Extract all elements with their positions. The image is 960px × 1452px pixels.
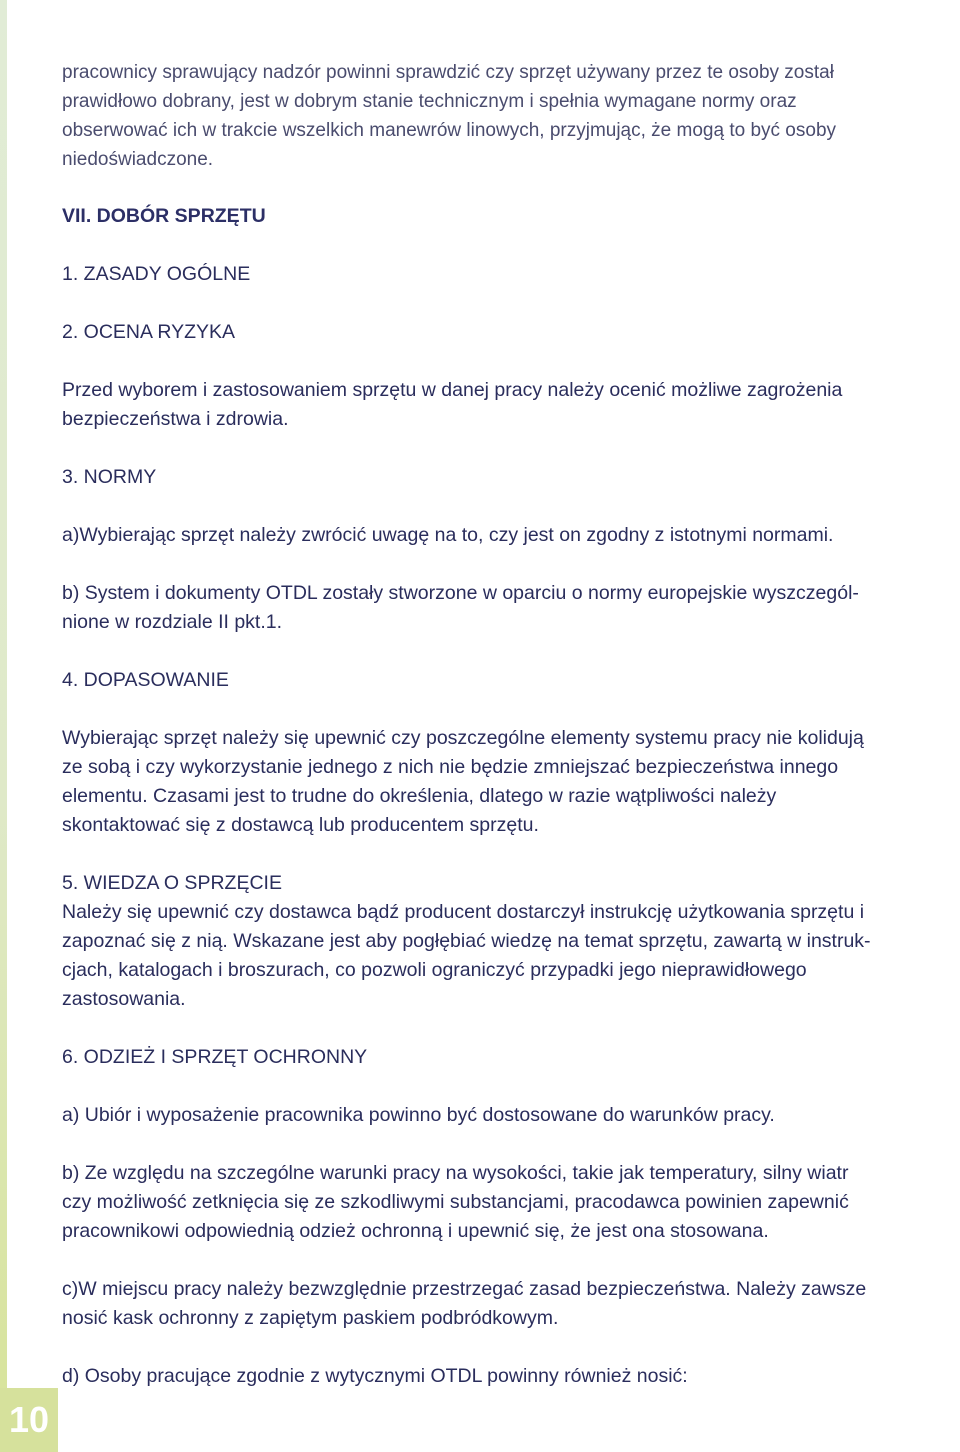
text-line: nosić kask ochronny z zapiętym paskiem podbródkowym. xyxy=(62,1307,559,1329)
section-6-item-c xyxy=(62,1275,958,1333)
chapter-title: VII. DOBÓR SPRZĘTU xyxy=(62,205,266,227)
text-line: obserwować ich w trakcie wszelkich manewrów linowych, przyjmując, że mogą to być osoby xyxy=(62,120,837,141)
section-title-5: 5. WIEDZA O SPRZĘCIE xyxy=(62,872,282,894)
document-body xyxy=(62,58,958,1391)
text-line: niedoświadczone. xyxy=(62,149,214,170)
section-6-item-b xyxy=(62,1159,958,1246)
text-line: skontaktować się z dostawcą lub producentem sprzętu. xyxy=(62,814,539,836)
text-line: prawidłowo dobrany, jest w dobrym stanie technicznym i spełnia wymagane normy oraz xyxy=(62,91,797,112)
text-line: cjach, katalogach i broszurach, co pozwoli ograniczyć przypadki jego nieprawidłowego xyxy=(62,959,807,981)
text-line: b) Ze względu na szczególne warunki pracy na wysokości, takie jak temperatury, silny wiatr xyxy=(62,1162,849,1184)
text-line: czy możliwość zetknięcia się ze szkodliwymi substancjami, pracodawca powinien zapewnić xyxy=(62,1191,849,1213)
text-line: elementu. Czasami jest to trudne do określenia, dlatego w razie wątpliwości należy xyxy=(62,785,777,807)
text-line: pracownikowi odpowiednią odzież ochronną i upewnić się, że jest ona stosowana. xyxy=(62,1220,769,1242)
section-3-item-a: a)Wybierając sprzęt należy zwrócić uwagę na to, czy jest on zgodny z istotnymi normami. xyxy=(62,524,834,546)
text-line: b) System i dokumenty OTDL zostały stworzone w oparciu o normy europejskie wyszczegól- xyxy=(62,582,859,604)
section-title-6: 6. ODZIEŻ I SPRZĘT OCHRONNY xyxy=(62,1046,368,1068)
section-title-4: 4. DOPASOWANIE xyxy=(62,669,229,691)
text-line: c)W miejscu pracy należy bezwzględnie przestrzegać zasad bezpieczeństwa. Należy zawsze xyxy=(62,1278,867,1300)
section-title-3: 3. NORMY xyxy=(62,466,157,488)
text-line: zapoznać się z nią. Wskazane jest aby pogłębiać wiedzę na temat sprzętu, zawartą w instruk- xyxy=(62,930,871,952)
section-5-paragraph xyxy=(62,898,958,1014)
section-title-1: 1. ZASADY OGÓLNE xyxy=(62,263,251,285)
text-line: Należy się upewnić czy dostawca bądź producent dostarczył instrukcję użytkowania sprzętu i xyxy=(62,901,865,923)
section-3-item-b xyxy=(62,579,958,637)
section-2-paragraph xyxy=(62,376,958,434)
text-line: Wybierając sprzęt należy się upewnić czy poszczególne elementy systemu pracy nie kolidują xyxy=(62,727,864,749)
text-line: ze sobą i czy wykorzystanie jednego z nich nie będzie zmniejszać bezpieczeństwa innego xyxy=(62,756,839,778)
section-4-paragraph xyxy=(62,724,958,840)
text-line: pracownicy sprawujący nadzór powinni sprawdzić czy sprzęt używany przez te osoby został xyxy=(62,62,834,83)
page-number: 10 xyxy=(8,1399,50,1440)
section-6-item-d: d) Osoby pracujące zgodnie z wytycznymi OTDL powinny również nosić: xyxy=(62,1365,688,1387)
text-line: nione w rozdziale II pkt.1. xyxy=(62,611,283,633)
text-line: zastosowania. xyxy=(62,988,186,1010)
section-title-2: 2. OCENA RYZYKA xyxy=(62,321,236,343)
side-color-bar xyxy=(0,0,7,1452)
text-line: Przed wyborem i zastosowaniem sprzętu w danej pracy należy ocenić możliwe zagrożenia xyxy=(62,379,843,401)
intro-paragraph xyxy=(62,58,958,174)
text-line: bezpieczeństwa i zdrowia. xyxy=(62,408,289,430)
section-6-item-a: a) Ubiór i wyposażenie pracownika powinno być dostosowane do warunków pracy. xyxy=(62,1104,775,1126)
